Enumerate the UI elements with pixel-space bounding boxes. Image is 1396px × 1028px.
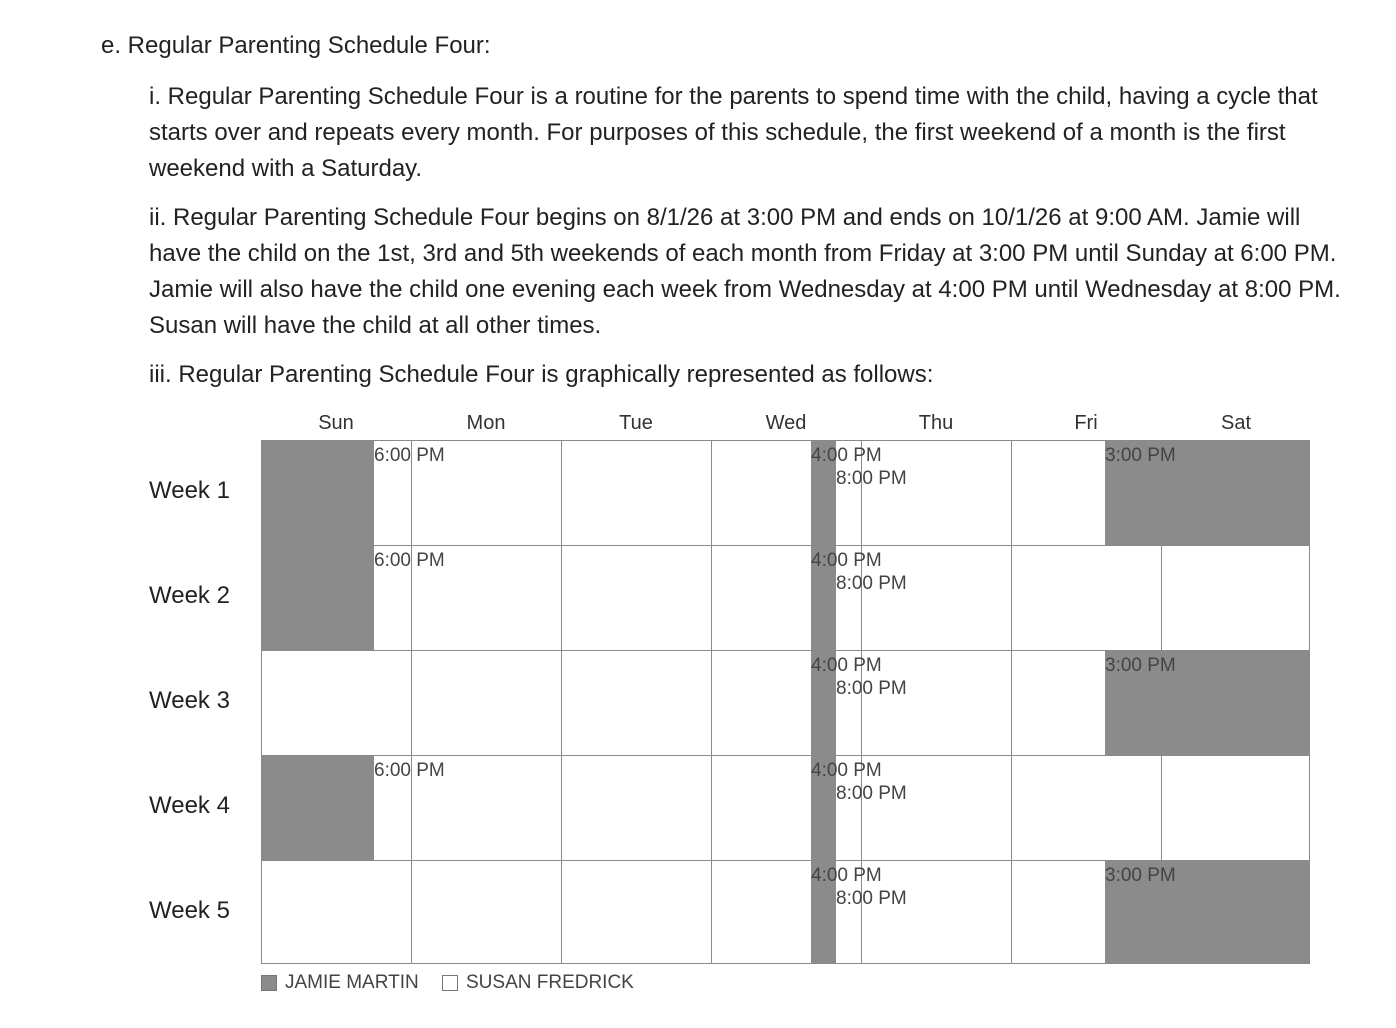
day-header-sat: Sat: [1220, 412, 1252, 434]
time-label-wednesday-start: 4:00 PM: [811, 760, 882, 781]
time-label-wednesday-end: 8:00 PM: [836, 678, 907, 699]
grid-column-line: [561, 441, 562, 963]
time-label-friday: 3:00 PM: [1105, 445, 1176, 466]
paragraph-intro: i. Regular Parenting Schedule Four is a routine for the parents to spend time with the child, having a cycle that starts over and repeats every month. For purposes of this schedule, the first weekend of a month is the first weekend with a Saturday.: [149, 83, 1318, 182]
day-header-wed: Wed: [765, 412, 807, 434]
section-heading: e. Regular Parenting Schedule Four:: [101, 32, 491, 59]
week-label-3: Week 3: [149, 687, 230, 714]
time-label-sunday: 6:00 PM: [374, 760, 445, 781]
jamie-block-sunday: [262, 756, 374, 861]
grid-row-line: [262, 545, 1309, 546]
day-header-thu: Thu: [918, 412, 954, 434]
week-label-1: Week 1: [149, 477, 230, 504]
time-label-wednesday-end: 8:00 PM: [836, 783, 907, 804]
grid-column-line: [411, 441, 412, 963]
time-label-wednesday-start: 4:00 PM: [811, 655, 882, 676]
time-label-wednesday-start: 4:00 PM: [811, 445, 882, 466]
time-label-friday: 3:00 PM: [1105, 865, 1176, 886]
week-label-4: Week 4: [149, 792, 230, 819]
time-label-sunday: 6:00 PM: [374, 550, 445, 571]
legend-label-susan: SUSAN FREDRICK: [466, 972, 634, 993]
legend-swatch-jamie: [261, 975, 277, 991]
time-label-wednesday-end: 8:00 PM: [836, 888, 907, 909]
jamie-block-sunday: [262, 441, 374, 546]
day-header-tue: Tue: [619, 412, 653, 434]
time-label-wednesday-start: 4:00 PM: [811, 550, 882, 571]
legend-swatch-susan: [442, 975, 458, 991]
legend-susan: [442, 971, 634, 995]
grid-column-line: [1011, 441, 1012, 963]
time-label-friday: 3:00 PM: [1105, 655, 1176, 676]
week-label-5: Week 5: [149, 897, 230, 924]
grid-row-line: [262, 650, 1309, 651]
legend-label-jamie: JAMIE MARTIN: [285, 972, 419, 993]
grid-row-line: [262, 860, 1309, 861]
paragraph-details: ii. Regular Parenting Schedule Four begins on 8/1/26 at 3:00 PM and ends on 10/1/26 at 9:00 AM. Jamie will have the child on the 1st, 3rd and 5th weekends of each month from Friday at 3:00 PM until Sunday at 6:00 PM. Jamie will also have the child one evening each week from Wednesday at 4:00 PM until Wednesday at 8:00 PM. Susan will have the child at all other times.: [149, 204, 1341, 339]
week-label-2: Week 2: [149, 582, 230, 609]
jamie-block-sunday: [262, 546, 374, 651]
grid-column-line: [711, 441, 712, 963]
legend-jamie: [261, 971, 419, 995]
time-label-wednesday-end: 8:00 PM: [836, 573, 907, 594]
time-label-sunday: 6:00 PM: [374, 445, 445, 466]
grid-row-line: [262, 755, 1309, 756]
time-label-wednesday-start: 4:00 PM: [811, 865, 882, 886]
day-header-fri: Fri: [1074, 412, 1098, 434]
paragraph-graphic-intro: iii. Regular Parenting Schedule Four is graphically represented as follows:: [149, 361, 934, 388]
day-header-mon: Mon: [466, 412, 506, 434]
day-header-sun: Sun: [318, 412, 354, 434]
time-label-wednesday-end: 8:00 PM: [836, 468, 907, 489]
calendar-grid: [261, 440, 1310, 964]
